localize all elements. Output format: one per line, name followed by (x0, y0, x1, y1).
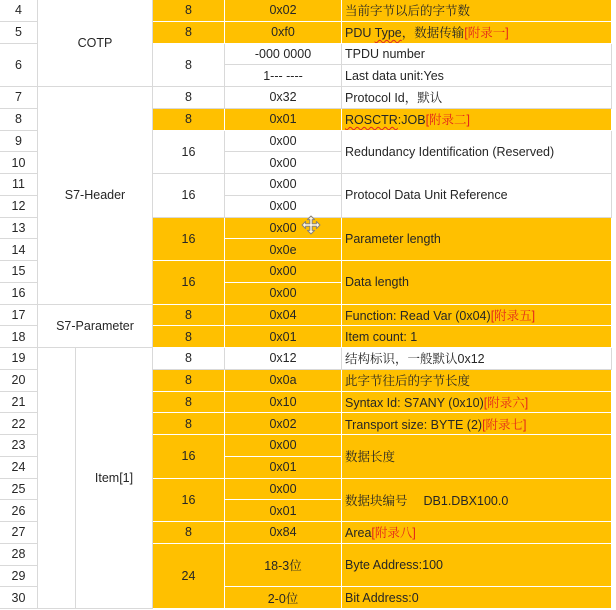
row-number: 7 (0, 87, 38, 109)
row-number: 6 (0, 44, 38, 88)
value-cell: 0xf0 (225, 22, 342, 44)
description-segment: PDU (345, 26, 375, 41)
value-cell: 18-3位 (225, 544, 342, 588)
spellcheck-flagged-word: Type (374, 26, 402, 41)
value-cell: 0x02 (225, 413, 342, 435)
row-number: 17 (0, 305, 38, 327)
description-cell: Parameter length (342, 218, 612, 262)
description-text (345, 110, 470, 128)
group-cotp: COTP (38, 0, 153, 87)
bit-length-cell: 16 (153, 131, 225, 175)
group-item: Item[1] (76, 348, 153, 609)
value-cell: 0x01 (225, 109, 342, 131)
spellcheck-flagged-word: ROSCTR (345, 113, 398, 128)
appendix-reference: [附录七] (482, 417, 527, 432)
value-cell: 0x0a (225, 370, 342, 392)
value-cell: 0x01 (225, 457, 342, 479)
row-number: 5 (0, 22, 38, 44)
row-number: 25 (0, 479, 38, 501)
row-number: 16 (0, 283, 38, 305)
value-cell: 0x00 (225, 283, 342, 305)
value-cell: 0x02 (225, 0, 342, 22)
description-segment: Transport size: BYTE (2) (345, 417, 483, 432)
value-cell: 0x00 (225, 435, 342, 457)
description-cell: 当前字节以后的字节数 (342, 0, 612, 22)
bit-length-cell: 8 (153, 305, 225, 327)
description-text (345, 491, 508, 509)
bit-length-cell: 16 (153, 435, 225, 479)
row-number: 21 (0, 392, 38, 414)
value-cell: 0x00 (225, 131, 342, 153)
row-number: 23 (0, 435, 38, 457)
description-segment: 数据块编号 (345, 493, 408, 508)
value-cell: 2-0位 (225, 587, 342, 609)
description-cell: Last data unit:Yes (342, 65, 612, 87)
description-cell (342, 305, 612, 327)
description-segment: Function: Read Var (0x04) (345, 308, 491, 323)
appendix-reference: [附录二] (425, 113, 471, 128)
bit-length-cell: 8 (153, 392, 225, 414)
description-cell: 此字节往后的字节长度 (342, 370, 612, 392)
value-cell: 0x04 (225, 305, 342, 327)
value-cell: 0x00 (225, 152, 342, 174)
row-number: 13 (0, 218, 38, 240)
bit-length-cell: 24 (153, 544, 225, 609)
description-text (345, 306, 535, 324)
value-cell: 0x01 (225, 500, 342, 522)
row-number: 11 (0, 174, 38, 196)
bit-length-cell: 8 (153, 0, 225, 22)
db-address-note: DB1.DBX100.0 (423, 493, 509, 508)
bit-length-cell: 16 (153, 261, 225, 305)
bit-length-cell: 8 (153, 348, 225, 370)
value-cell: 0x32 (225, 87, 342, 109)
description-text (345, 393, 528, 411)
row-number: 29 (0, 566, 38, 588)
description-cell: 数据长度 (342, 435, 612, 479)
appendix-reference: [附录五] (490, 308, 536, 323)
bit-length-cell: 8 (153, 44, 225, 88)
description-cell (342, 479, 612, 523)
description-cell: TPDU number (342, 44, 612, 66)
description-cell: Data length (342, 261, 612, 305)
description-text (345, 415, 527, 433)
bit-length-cell: 8 (153, 87, 225, 109)
value-cell: 0x00 (225, 479, 342, 501)
description-cell (342, 392, 612, 414)
description-cell (342, 413, 612, 435)
group-s7-parameter: S7-Parameter (38, 305, 153, 349)
group-s7-header: S7-Header (38, 87, 153, 305)
row-number: 30 (0, 587, 38, 609)
value-cell: 0x01 (225, 326, 342, 348)
row-number: 9 (0, 131, 38, 153)
description-cell: Byte Address:100 (342, 544, 612, 588)
bit-length-cell: 16 (153, 479, 225, 523)
bit-length-cell: 8 (153, 370, 225, 392)
description-segment: :JOB (397, 113, 426, 128)
bit-length-cell: 8 (153, 22, 225, 44)
row-number: 24 (0, 457, 38, 479)
value-cell: 0x00 (225, 218, 342, 240)
row-number: 27 (0, 522, 38, 544)
description-cell: 结构标识，一般默认0x12 (342, 348, 612, 370)
value-cell: 1--- ---- (225, 65, 342, 87)
row-number: 18 (0, 326, 38, 348)
appendix-reference: [附录一] (464, 26, 509, 41)
description-cell: Redundancy Identification (Reserved) (342, 131, 612, 175)
row-number: 26 (0, 500, 38, 522)
row-number: 4 (0, 0, 38, 22)
row-number: 14 (0, 239, 38, 261)
appendix-reference: [附录六] (483, 395, 529, 410)
bit-length-cell: 8 (153, 413, 225, 435)
description-cell: Item count: 1 (342, 326, 612, 348)
description-segment: Syntax Id: S7ANY (0x10) (345, 395, 484, 410)
description-segment: ，数据传输 (401, 26, 465, 41)
description-text (345, 523, 416, 541)
row-number: 22 (0, 413, 38, 435)
bit-length-cell: 8 (153, 522, 225, 544)
value-cell: 0x00 (225, 196, 342, 218)
value-cell: 0x84 (225, 522, 342, 544)
row-number: 12 (0, 196, 38, 218)
row-number: 8 (0, 109, 38, 131)
row-number: 19 (0, 348, 38, 370)
value-cell: 0x0e (225, 239, 342, 261)
value-cell: 0x10 (225, 392, 342, 414)
bit-length-cell: 8 (153, 109, 225, 131)
row-number: 10 (0, 152, 38, 174)
description-cell: Protocol Id，默认 (342, 87, 612, 109)
value-cell: -000 0000 (225, 44, 342, 66)
description-cell (342, 109, 612, 131)
row-number: 20 (0, 370, 38, 392)
description-cell (342, 522, 612, 544)
group-item-spacer (38, 348, 76, 609)
description-segment: Area (345, 526, 372, 541)
appendix-reference: [附录八] (371, 526, 416, 541)
row-number: 28 (0, 544, 38, 566)
bit-length-cell: 16 (153, 218, 225, 262)
value-cell: 0x00 (225, 261, 342, 283)
value-cell: 0x00 (225, 174, 342, 196)
description-cell: Bit Address:0 (342, 587, 612, 609)
move-cursor-icon (301, 215, 321, 235)
row-number: 15 (0, 261, 38, 283)
description-cell (342, 22, 612, 44)
value-cell: 0x12 (225, 348, 342, 370)
bit-length-cell: 8 (153, 326, 225, 348)
bit-length-cell: 16 (153, 174, 225, 218)
description-cell: Protocol Data Unit Reference (342, 174, 612, 218)
description-text (345, 23, 509, 41)
